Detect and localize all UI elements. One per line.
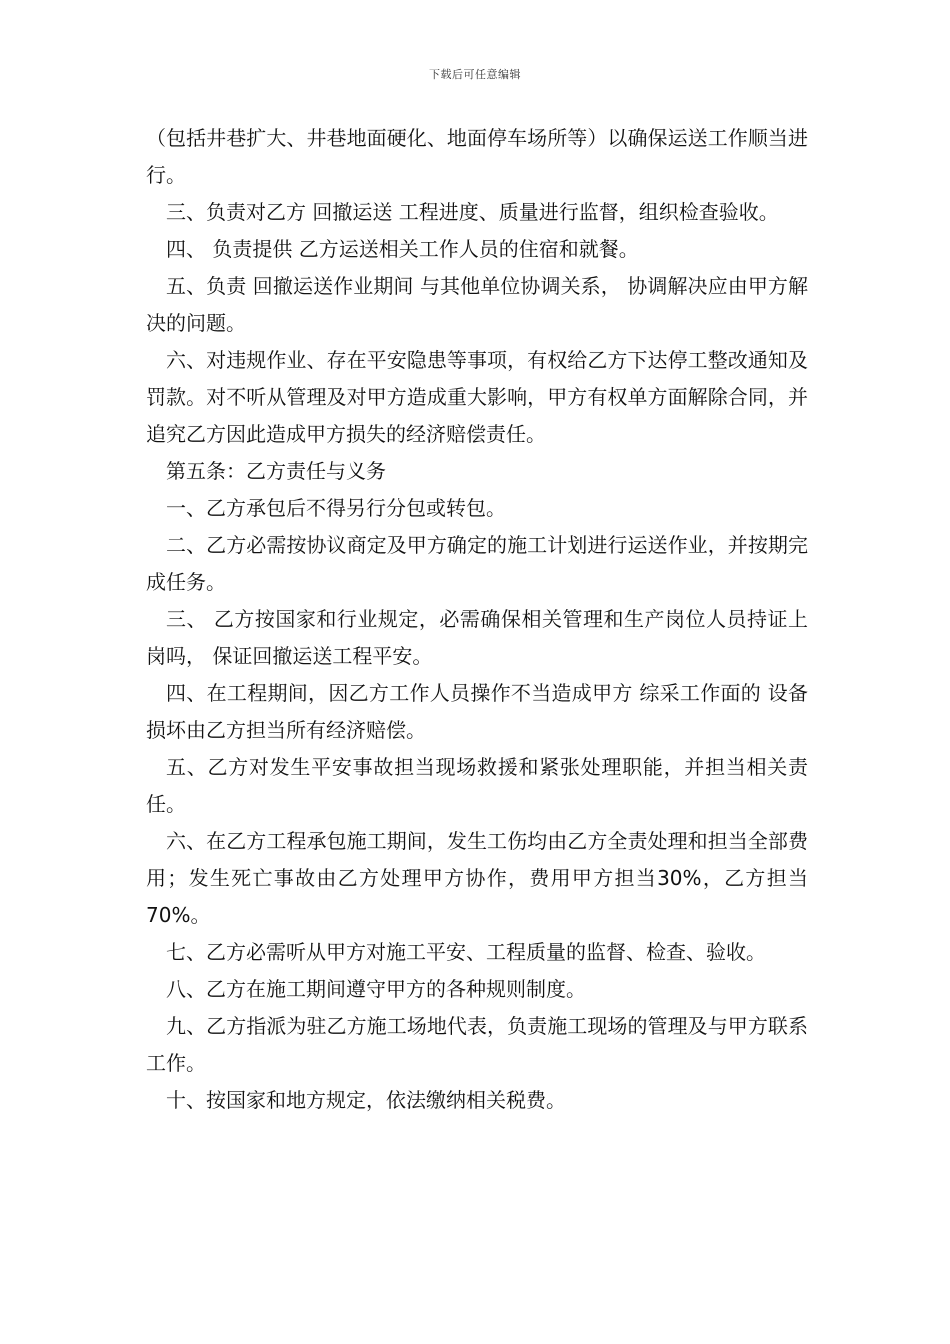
paragraph-party-a-3: 三、负责对乙方 回撤运送 工程进度、质量进行监督，组织检查验收。	[166, 200, 779, 224]
paragraph-continuation: （包括井巷扩大、井巷地面硬化、地面停车场所等）以确保运送工作顺当进行。	[146, 126, 808, 187]
article-5-heading: 第五条：乙方责任与义务	[166, 459, 386, 483]
paragraph-party-b-2: 二、乙方必需按协议商定及甲方确定的施工计划进行运送作业，并按期完成任务。	[146, 533, 808, 594]
paragraph-party-b-6: 六、在乙方工程承包施工期间，发生工伤均由乙方全责处理和担当全部费用；发生死亡事故由乙方处理甲方协作，费用甲方担当30%，乙方担当70%。	[146, 829, 808, 927]
paragraph-party-b-7: 七、乙方必需听从甲方对施工平安、工程质量的监督、检查、验收。	[166, 940, 766, 964]
page-header-note: 下载后可任意编辑	[429, 68, 521, 81]
paragraph-party-b-1: 一、乙方承包后不得另行分包或转包。	[166, 496, 506, 520]
paragraph-party-b-9: 九、乙方指派为驻乙方施工场地代表，负责施工现场的管理及与甲方联系工作。	[146, 1014, 808, 1075]
paragraph-party-a-6: 六、对违规作业、存在平安隐患等事项，有权给乙方下达停工整改通知及罚款。对不听从管理及对甲方造成重大影响，甲方有权单方面解除合同，并追究乙方因此造成甲方损失的经济赔偿责任。	[146, 348, 808, 446]
document-body	[146, 120, 808, 1119]
paragraph-party-b-3: 三、 乙方按国家和行业规定，必需确保相关管理和生产岗位人员持证上岗吗， 保证回撤运送工程平安。	[146, 607, 808, 668]
paragraph-party-a-4: 四、 负责提供 乙方运送相关工作人员的住宿和就餐。	[166, 237, 639, 261]
paragraph-party-b-10: 十、按国家和地方规定，依法缴纳相关税费。	[166, 1088, 566, 1112]
paragraph-party-b-5: 五、乙方对发生平安事故担当现场救援和紧张处理职能，并担当相关责任。	[146, 755, 808, 816]
paragraph-party-b-8: 八、乙方在施工期间遵守甲方的各种规则制度。	[166, 977, 586, 1001]
paragraph-party-b-4: 四、在工程期间，因乙方工作人员操作不当造成甲方 综采工作面的 设备损坏由乙方担当所有经济赔偿。	[146, 681, 808, 742]
paragraph-party-a-5: 五、负责 回撤运送作业期间 与其他单位协调关系， 协调解决应由甲方解决的问题。	[146, 274, 808, 335]
